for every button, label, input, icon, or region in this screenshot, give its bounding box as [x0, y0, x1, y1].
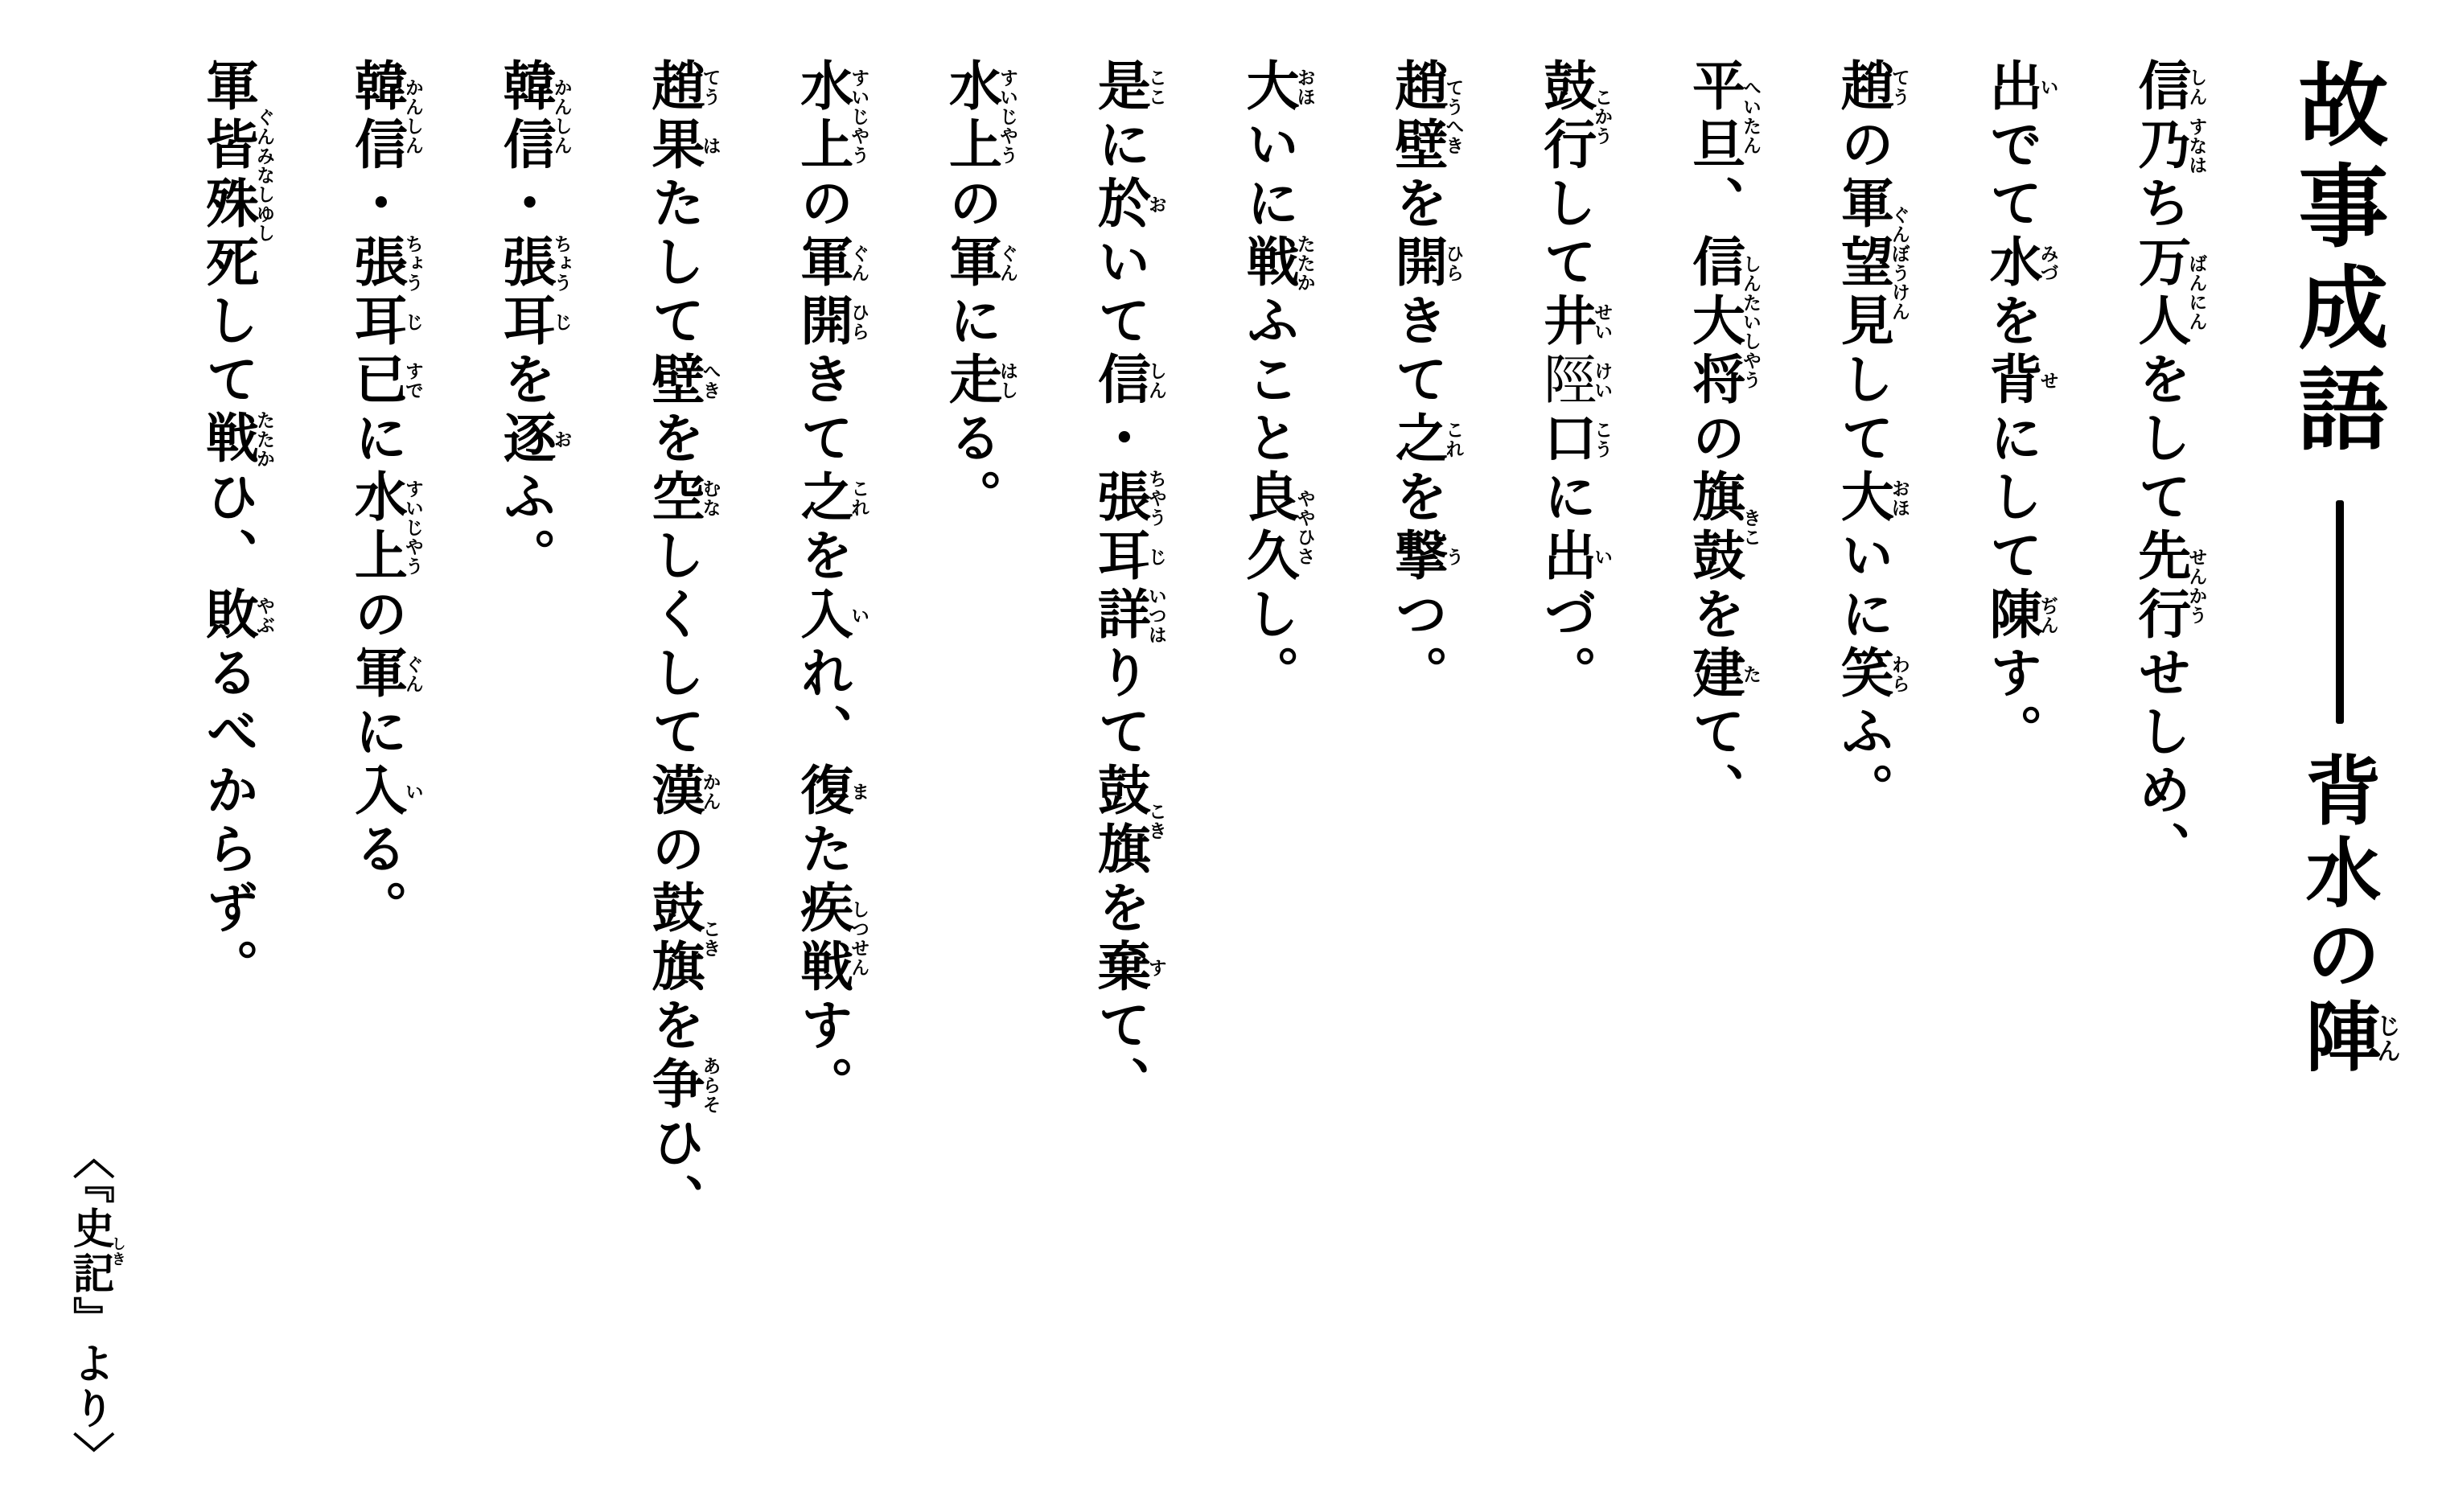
document-title: 故事成語 [2284, 58, 2388, 463]
base-text: 信 [1088, 351, 1151, 410]
base-text: 之 [791, 469, 853, 528]
base-text: 逐 [494, 410, 557, 469]
base-text: 井 [1534, 293, 1597, 351]
furigana: すいじやう [997, 58, 1018, 175]
furigana: ひら [848, 293, 870, 351]
text-column [1523, 58, 1611, 1512]
ruby-group [642, 880, 721, 997]
base-text: 趙 [1832, 58, 1894, 117]
text-run: に [1534, 469, 1597, 528]
text-run: て、 [1683, 704, 1745, 821]
ruby-group [1088, 351, 1166, 410]
ruby-group [1385, 234, 1464, 293]
text-column [335, 58, 422, 1512]
text-run: の [1683, 410, 1745, 469]
ruby-group [196, 586, 275, 645]
base-text: 笑 [1832, 645, 1894, 704]
ruby-group [1832, 469, 1910, 528]
base-text: 口 [1534, 410, 1597, 469]
ruby-group [1832, 645, 1910, 704]
ruby-group [1980, 58, 2058, 117]
ruby-group [1534, 528, 1613, 586]
base-text: 張 [494, 234, 557, 293]
base-text: 漢 [642, 762, 705, 821]
furigana: た [1740, 645, 1762, 704]
furigana: あらそ [699, 1056, 721, 1115]
furigana: たたか [253, 410, 275, 469]
furigana: しん [2185, 58, 2207, 117]
text-column [632, 58, 720, 1512]
text-run: を [1385, 469, 1448, 528]
base-text: 鼓旗 [642, 880, 705, 997]
base-text: 史記 [65, 1206, 114, 1296]
furigana: い [401, 762, 423, 821]
furigana: お [1145, 175, 1166, 234]
text-run: て、 [1088, 997, 1151, 1115]
ruby-group [1088, 528, 1166, 586]
base-text: 趙壁 [1385, 58, 1448, 175]
furigana: せい [1591, 293, 1613, 351]
text-column [1672, 58, 1760, 1512]
ruby-group [791, 880, 870, 997]
ruby-group [1237, 58, 1315, 117]
ruby-group [345, 58, 423, 175]
furigana: ばんにん [2185, 234, 2207, 351]
ruby-group [2128, 528, 2207, 645]
base-text: 出 [1980, 58, 2043, 117]
text-run: る。 [939, 410, 1002, 528]
text-run: して [1832, 351, 1894, 469]
ruby-group [196, 410, 275, 469]
ruby-group [1088, 586, 1166, 645]
base-text: 平旦 [1683, 58, 1745, 175]
furigana: う [1442, 528, 1464, 586]
base-text: 水上 [939, 58, 1002, 175]
text-run: の [939, 175, 1002, 234]
ruby-group [1980, 586, 2058, 645]
furigana: すいじやう [848, 58, 870, 175]
base-text: 開 [791, 293, 853, 351]
base-text: 耳 [494, 293, 557, 351]
base-text: 開 [1385, 234, 1448, 293]
base-text: 軍皆殊死 [196, 58, 259, 293]
ruby-group [345, 293, 423, 351]
base-text: 張 [345, 234, 408, 293]
title-column [2265, 58, 2405, 1512]
text-run: を [791, 528, 853, 586]
ruby-group [1088, 939, 1166, 997]
furigana: かんしん [401, 58, 423, 175]
base-text: 於 [1088, 175, 1151, 234]
text-column [483, 58, 571, 1512]
text-run: ひ、 [642, 1115, 705, 1232]
source-citation [58, 58, 125, 1512]
ruby-group [1534, 58, 1613, 175]
ruby-group [1980, 351, 2058, 410]
text-run: いに [1832, 528, 1894, 645]
text-run: を [642, 410, 705, 469]
base-text: 撃 [1385, 528, 1448, 586]
ruby-group [196, 58, 275, 293]
text-run: ち [2128, 175, 2191, 234]
base-text: 趙 [642, 58, 705, 117]
base-text: 耳 [345, 293, 408, 351]
furigana: へき [699, 351, 721, 410]
base-text: 信大将 [1683, 234, 1745, 410]
ruby-group [1683, 645, 1762, 704]
furigana: ぐんみなしゆし [253, 58, 275, 293]
furigana: ぐん [401, 645, 423, 704]
furigana: たたか [1293, 234, 1315, 293]
text-run: せしめ、 [2128, 645, 2191, 880]
text-run: す。 [791, 997, 853, 1115]
furigana: けい [1591, 351, 1613, 410]
furigana: せんかう [2185, 528, 2207, 645]
furigana: しつせん [848, 880, 870, 997]
text-column [1227, 58, 1314, 1512]
base-text: 軍 [345, 645, 408, 704]
base-text: 争 [642, 1056, 705, 1115]
furigana: ちょう [550, 234, 572, 293]
text-run: ふこと [1237, 293, 1300, 469]
furigana: わら [1888, 645, 1910, 704]
base-text: 詳 [1088, 586, 1151, 645]
furigana: じん [2372, 997, 2400, 1079]
text-run: し。 [1237, 586, 1300, 704]
furigana: これ [1442, 410, 1464, 469]
base-text: 出 [1534, 528, 1597, 586]
text-run: ・ [345, 175, 408, 234]
furigana: てうへき [1442, 58, 1464, 175]
base-text: 鼓行 [1534, 58, 1597, 175]
document-subtitle [2292, 751, 2400, 1079]
furigana: こかう [1591, 58, 1613, 175]
text-run: の [642, 821, 705, 880]
ruby-group [1385, 410, 1464, 469]
furigana: おほ [1888, 469, 1910, 528]
base-text: 走 [939, 351, 1002, 410]
base-text: 陣 [2292, 997, 2380, 1079]
text-run: 、 [1683, 175, 1745, 234]
furigana: せ [2037, 351, 2058, 410]
base-text: 信 [2128, 58, 2191, 117]
text-run: りて [1088, 645, 1151, 762]
furigana: こう [1591, 410, 1613, 469]
furigana: す [1145, 939, 1166, 997]
base-text: 建 [1683, 645, 1745, 704]
base-text: 水上 [345, 469, 408, 586]
ruby-group [1088, 762, 1166, 880]
furigana: これ [848, 469, 870, 528]
ruby-group [791, 586, 870, 645]
base-text: 軍望見 [1832, 175, 1894, 351]
furigana: へいたん [1740, 58, 1762, 175]
text-run: の [791, 175, 853, 234]
text-run: を [1683, 586, 1745, 645]
ruby-group [1385, 58, 1464, 175]
text-run: の [1832, 117, 1894, 175]
base-text: 軍 [939, 234, 1002, 293]
text-run: 』より〉 [65, 1296, 114, 1477]
furigana: てう [1888, 58, 1910, 117]
text-run: る。 [345, 821, 408, 939]
text-run: を [1980, 293, 2043, 351]
text-column [1078, 58, 1166, 1512]
ruby-group [642, 58, 721, 117]
base-text: 軍 [791, 234, 853, 293]
ruby-group [494, 234, 572, 293]
furigana: ぐん [997, 234, 1018, 293]
base-text: 之 [1385, 410, 1448, 469]
base-text: 壁 [642, 351, 705, 410]
ruby-group [642, 351, 721, 410]
ruby-group [2128, 58, 2207, 117]
furigana: おほ [1293, 58, 1315, 117]
ruby-group [939, 351, 1018, 410]
furigana: すいじやう [401, 469, 423, 586]
base-text: 水上 [791, 58, 853, 175]
ruby-group [1088, 175, 1166, 234]
text-run: に [345, 704, 408, 762]
ruby-group [494, 58, 572, 175]
text-run: ひ、 [196, 469, 259, 586]
furigana: こき [1145, 762, 1166, 880]
furigana: みづ [2037, 234, 2058, 293]
furigana: ぢん [2037, 586, 2058, 645]
base-text: 果 [642, 117, 705, 175]
ruby-group [1980, 234, 2058, 293]
base-text: 鼓旗 [1088, 762, 1151, 880]
ruby-group [65, 1206, 126, 1296]
text-run: す。 [1980, 645, 2043, 762]
text-run: しくして [642, 528, 705, 762]
ruby-group [642, 762, 721, 821]
ruby-group [345, 469, 423, 586]
ruby-group [345, 351, 423, 410]
text-run: ふ。 [494, 469, 557, 586]
text-column [780, 58, 868, 1512]
ruby-group [1385, 528, 1464, 586]
base-text: 韓信 [345, 58, 408, 175]
furigana: じ [550, 293, 572, 351]
base-text: 敗 [196, 586, 259, 645]
furigana: いつは [1145, 586, 1166, 645]
furigana: い [2037, 58, 2058, 117]
furigana: すなは [2185, 117, 2207, 175]
base-text: 已 [345, 351, 408, 410]
text-run: た [791, 821, 853, 880]
base-text: 陳 [1980, 586, 2043, 645]
furigana: しき [109, 1206, 126, 1296]
text-run: に [939, 293, 1002, 351]
base-text: 陘 [1534, 351, 1597, 410]
ruby-group [2128, 117, 2207, 175]
base-text: 復 [791, 762, 853, 821]
ruby-group [791, 58, 870, 175]
furigana: やぶ [253, 586, 275, 645]
body-columns [186, 58, 2206, 1512]
furigana: ここ [1145, 58, 1166, 117]
text-run: を [642, 997, 705, 1056]
title-dash [2336, 500, 2344, 724]
base-text: 是 [1088, 58, 1151, 117]
ruby-group [2292, 997, 2400, 1079]
furigana: ちやう [1145, 469, 1166, 528]
ruby-group [345, 762, 423, 821]
base-text: 先行 [2128, 528, 2191, 645]
base-text: 背 [1980, 351, 2043, 410]
ruby-group [1088, 58, 1166, 117]
text-run: に [1088, 117, 1151, 175]
text-run: を [494, 351, 557, 410]
ruby-group [1683, 58, 1762, 175]
furigana: ひら [1442, 234, 1464, 293]
ruby-group [642, 469, 721, 528]
furigana: お [550, 410, 572, 469]
text-run: 背水の [2292, 751, 2380, 997]
text-column [186, 58, 273, 1512]
text-run: たして [642, 175, 705, 351]
base-text: 入 [791, 586, 853, 645]
text-column [1375, 58, 1463, 1512]
furigana: はし [997, 351, 1018, 410]
text-run: づ。 [1534, 586, 1597, 704]
base-text: 疾戦 [791, 880, 853, 997]
base-text: 大 [1832, 469, 1894, 528]
text-run: きて [1385, 293, 1448, 410]
text-run: 〈『 [65, 1137, 114, 1206]
ruby-group [1534, 410, 1613, 469]
text-run: きて [791, 351, 853, 469]
furigana: かんしん [550, 58, 572, 175]
text-run: して [196, 293, 259, 410]
ruby-group [345, 645, 423, 704]
furigana: ぐんぼうけん [1888, 175, 1910, 351]
furigana: ちょう [401, 234, 423, 293]
furigana: しんたいしやう [1740, 234, 1762, 410]
furigana: きこ [1740, 469, 1762, 586]
furigana: ま [848, 762, 870, 821]
ruby-group [494, 293, 572, 351]
ruby-group [791, 293, 870, 351]
base-text: 棄 [1088, 939, 1151, 997]
furigana: かん [699, 762, 721, 821]
furigana: い [1591, 528, 1613, 586]
ruby-group [1683, 234, 1762, 410]
furigana: むな [699, 469, 721, 528]
text-run: にして [1980, 410, 2043, 586]
base-text: 水 [1980, 234, 2043, 293]
furigana: すで [401, 351, 423, 410]
text-column [929, 58, 1017, 1512]
text-run: をして [2128, 351, 2191, 528]
text-run: つ。 [1385, 586, 1448, 704]
furigana: ぐん [848, 234, 870, 293]
ruby-group [1534, 351, 1613, 410]
text-column [1821, 58, 1909, 1512]
furigana: じ [401, 293, 423, 351]
text-run: の [345, 586, 408, 645]
ruby-group [1237, 234, 1315, 293]
text-run: ふ。 [1832, 704, 1894, 821]
ruby-group [1534, 293, 1613, 351]
ruby-group [1832, 58, 1910, 117]
base-text: 乃 [2128, 117, 2191, 175]
base-text: 戦 [196, 410, 259, 469]
text-column [1970, 58, 2058, 1512]
text-run: に [345, 410, 408, 469]
ruby-group [791, 762, 870, 821]
text-run: れ、 [791, 645, 853, 762]
ruby-group [1683, 469, 1762, 586]
furigana: てう [699, 58, 721, 117]
ruby-group [939, 58, 1018, 175]
base-text: 大 [1237, 58, 1300, 117]
text-run: でて [1980, 117, 2043, 234]
ruby-group [1237, 469, 1315, 586]
base-text: 旗鼓 [1683, 469, 1745, 586]
furigana: こき [699, 880, 721, 997]
text-run: ・ [1088, 410, 1151, 469]
text-run: して [1534, 175, 1597, 293]
text-column [2119, 58, 2206, 1512]
ruby-group [791, 234, 870, 293]
base-text: 万人 [2128, 234, 2191, 351]
ruby-group [642, 117, 721, 175]
ruby-group [1832, 175, 1910, 351]
furigana: は [699, 117, 721, 175]
ruby-group [2128, 234, 2207, 351]
base-text: 空 [642, 469, 705, 528]
base-text: 良久 [1237, 469, 1300, 586]
ruby-group [1088, 469, 1166, 528]
text-run: を [1385, 175, 1448, 234]
text-run: ・ [494, 175, 557, 234]
furigana: しん [1145, 351, 1166, 410]
base-text: 張 [1088, 469, 1151, 528]
text-run: いて [1088, 234, 1151, 351]
furigana: ややひさ [1293, 469, 1315, 586]
base-text: 耳 [1088, 528, 1151, 586]
ruby-group [642, 1056, 721, 1115]
ruby-group [791, 469, 870, 528]
text-run: を [1088, 880, 1151, 939]
base-text: 韓信 [494, 58, 557, 175]
text-run: るべからず。 [196, 645, 259, 997]
furigana: じ [1145, 528, 1166, 586]
furigana: い [848, 586, 870, 645]
ruby-group [345, 234, 423, 293]
ruby-group [939, 234, 1018, 293]
base-text: 入 [345, 762, 408, 821]
text-run: いに [1237, 117, 1300, 234]
base-text: 戦 [1237, 234, 1300, 293]
ruby-group [494, 410, 572, 469]
